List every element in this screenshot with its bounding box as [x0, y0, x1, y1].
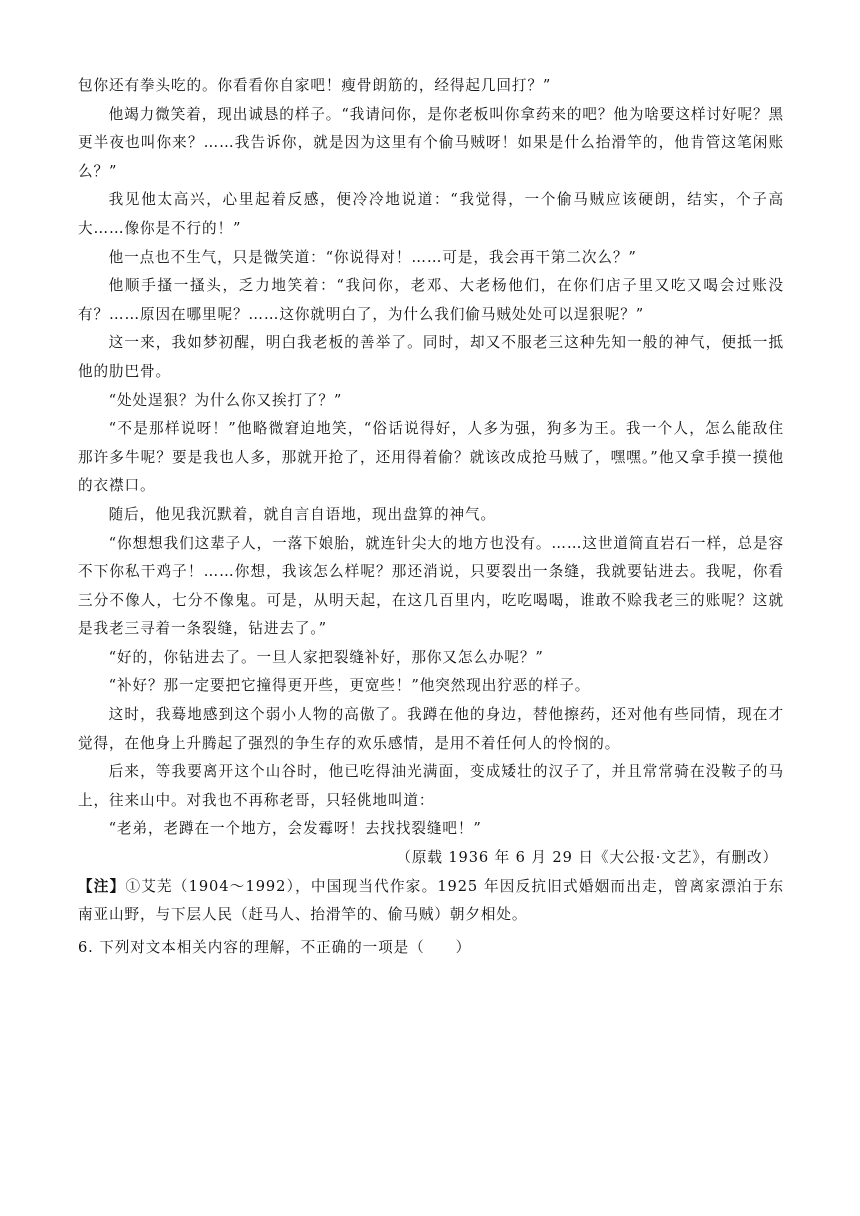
paragraph-5: 他顺手搔一搔头，乏力地笑着：“我问你，老邓、大老杨他们，在你们店子里又吃又喝会过账没有？……原因在哪里呢？……这你就明白了，为什么我们偷马贼处处可以逞狠呢？” — [78, 277, 784, 323]
footnote-label: 【注】 — [78, 877, 126, 895]
footnote-text: ①艾芜（1904～1992），中国现当代作家。1925 年因反抗旧式婚姻而出走，曾离家漂泊于东南亚山野，与下层人民（赶马人、抬滑竿的、偷马贼）朝夕相处。 — [78, 877, 785, 924]
source-citation: （原载 1936 年 6 月 29 日《大公报·文艺》，有删改） — [396, 849, 778, 867]
paragraph-2: 他竭力微笑着，现出诚恳的样子。“我请问你，是你老板叫你拿药来的吧？他为啥要这样讨好呢？黑更半夜也叫你来？……我告诉你，就是因为这里有个偷马贼呀！如果是什么抬滑竿的，他肯管这笔闲账么？” — [78, 105, 784, 180]
paragraph-15: “老弟，老蹲在一个地方，会发霉呀！去找找裂缝吧！” — [108, 820, 482, 838]
paragraph-9: 随后，他见我沉默着，就自言自语地，现出盘算的神气。 — [108, 505, 497, 523]
document-body — [78, 72, 784, 962]
paragraph-1: 包你还有拳头吃的。你看看你自家吧！瘦骨朗筋的，经得起几回打？” — [78, 77, 552, 94]
paragraph-3: 我见他太高兴，心里起着反感，便冷冷地说道：“我觉得，一个偷马贼应该硬朗，结实，个子高大……像你是不行的！” — [78, 191, 784, 237]
paragraph-14: 后来，等我要离开这个山谷时，他已吃得油光满面，变成矮壮的汉子了，并且常常骑在没鞍子的马上，往来山中。对我也不再称老哥，只轻佻地叫道： — [78, 763, 784, 809]
paragraph-7: “处处逞狠？为什么你又挨打了？” — [108, 391, 343, 409]
paragraph-13: 这时，我蓦地感到这个弱小人物的高傲了。我蹲在他的身边，替他擦药，还对他有些同情，现在才觉得，在他身上升腾起了强烈的争生存的欢乐感情，是用不着任何人的怜悯的。 — [78, 706, 784, 752]
question-6: 6. 下列对文本相关内容的理解，不正确的一项是（ ） — [78, 938, 472, 956]
footnote — [78, 873, 784, 930]
paragraph-8: “不是那样说呀！”他略微窘迫地笑，“俗话说得好，人多为强，狗多为王。我一个人，怎么能敌住那许多牛呢？要是我也人多，那就开抢了，还用得着偷？就该改成抢马贼了，嘿嘿。”他又拿手摸一摸他的衣襟口。 — [78, 420, 784, 495]
paragraph-10: “你想想我们这辈子人，一落下娘胎，就连针尖大的地方也没有。……这世道简直岩石一样，总是容不下你私干鸡子！……你想，我该怎么样呢？那还消说，只要裂出一条缝，我就要钻进去。我呢，你看三分不像人，七分不像鬼。可是，从明天起，在这几百里内，吃吃喝喝，谁敢不赊我老三的账呢？这就是我老三寻着一条裂缝，钻进去了。” — [78, 534, 784, 638]
paragraph-11: “好的，你钻进去了。一旦人家把裂缝补好，那你又怎么办呢？” — [108, 648, 544, 666]
paragraph-12: “补好？那一定要把它撞得更开些，更宽些！”他突然现出狞恶的样子。 — [108, 677, 591, 695]
paragraph-4: 他一点也不生气，只是微笑道：“你说得对！……可是，我会再干第二次么？” — [108, 248, 637, 266]
paragraph-6: 这一来，我如梦初醒，明白我老板的善举了。同时，却又不服老三这种先知一般的神气，便抵一抵他的肋巴骨。 — [78, 334, 784, 380]
